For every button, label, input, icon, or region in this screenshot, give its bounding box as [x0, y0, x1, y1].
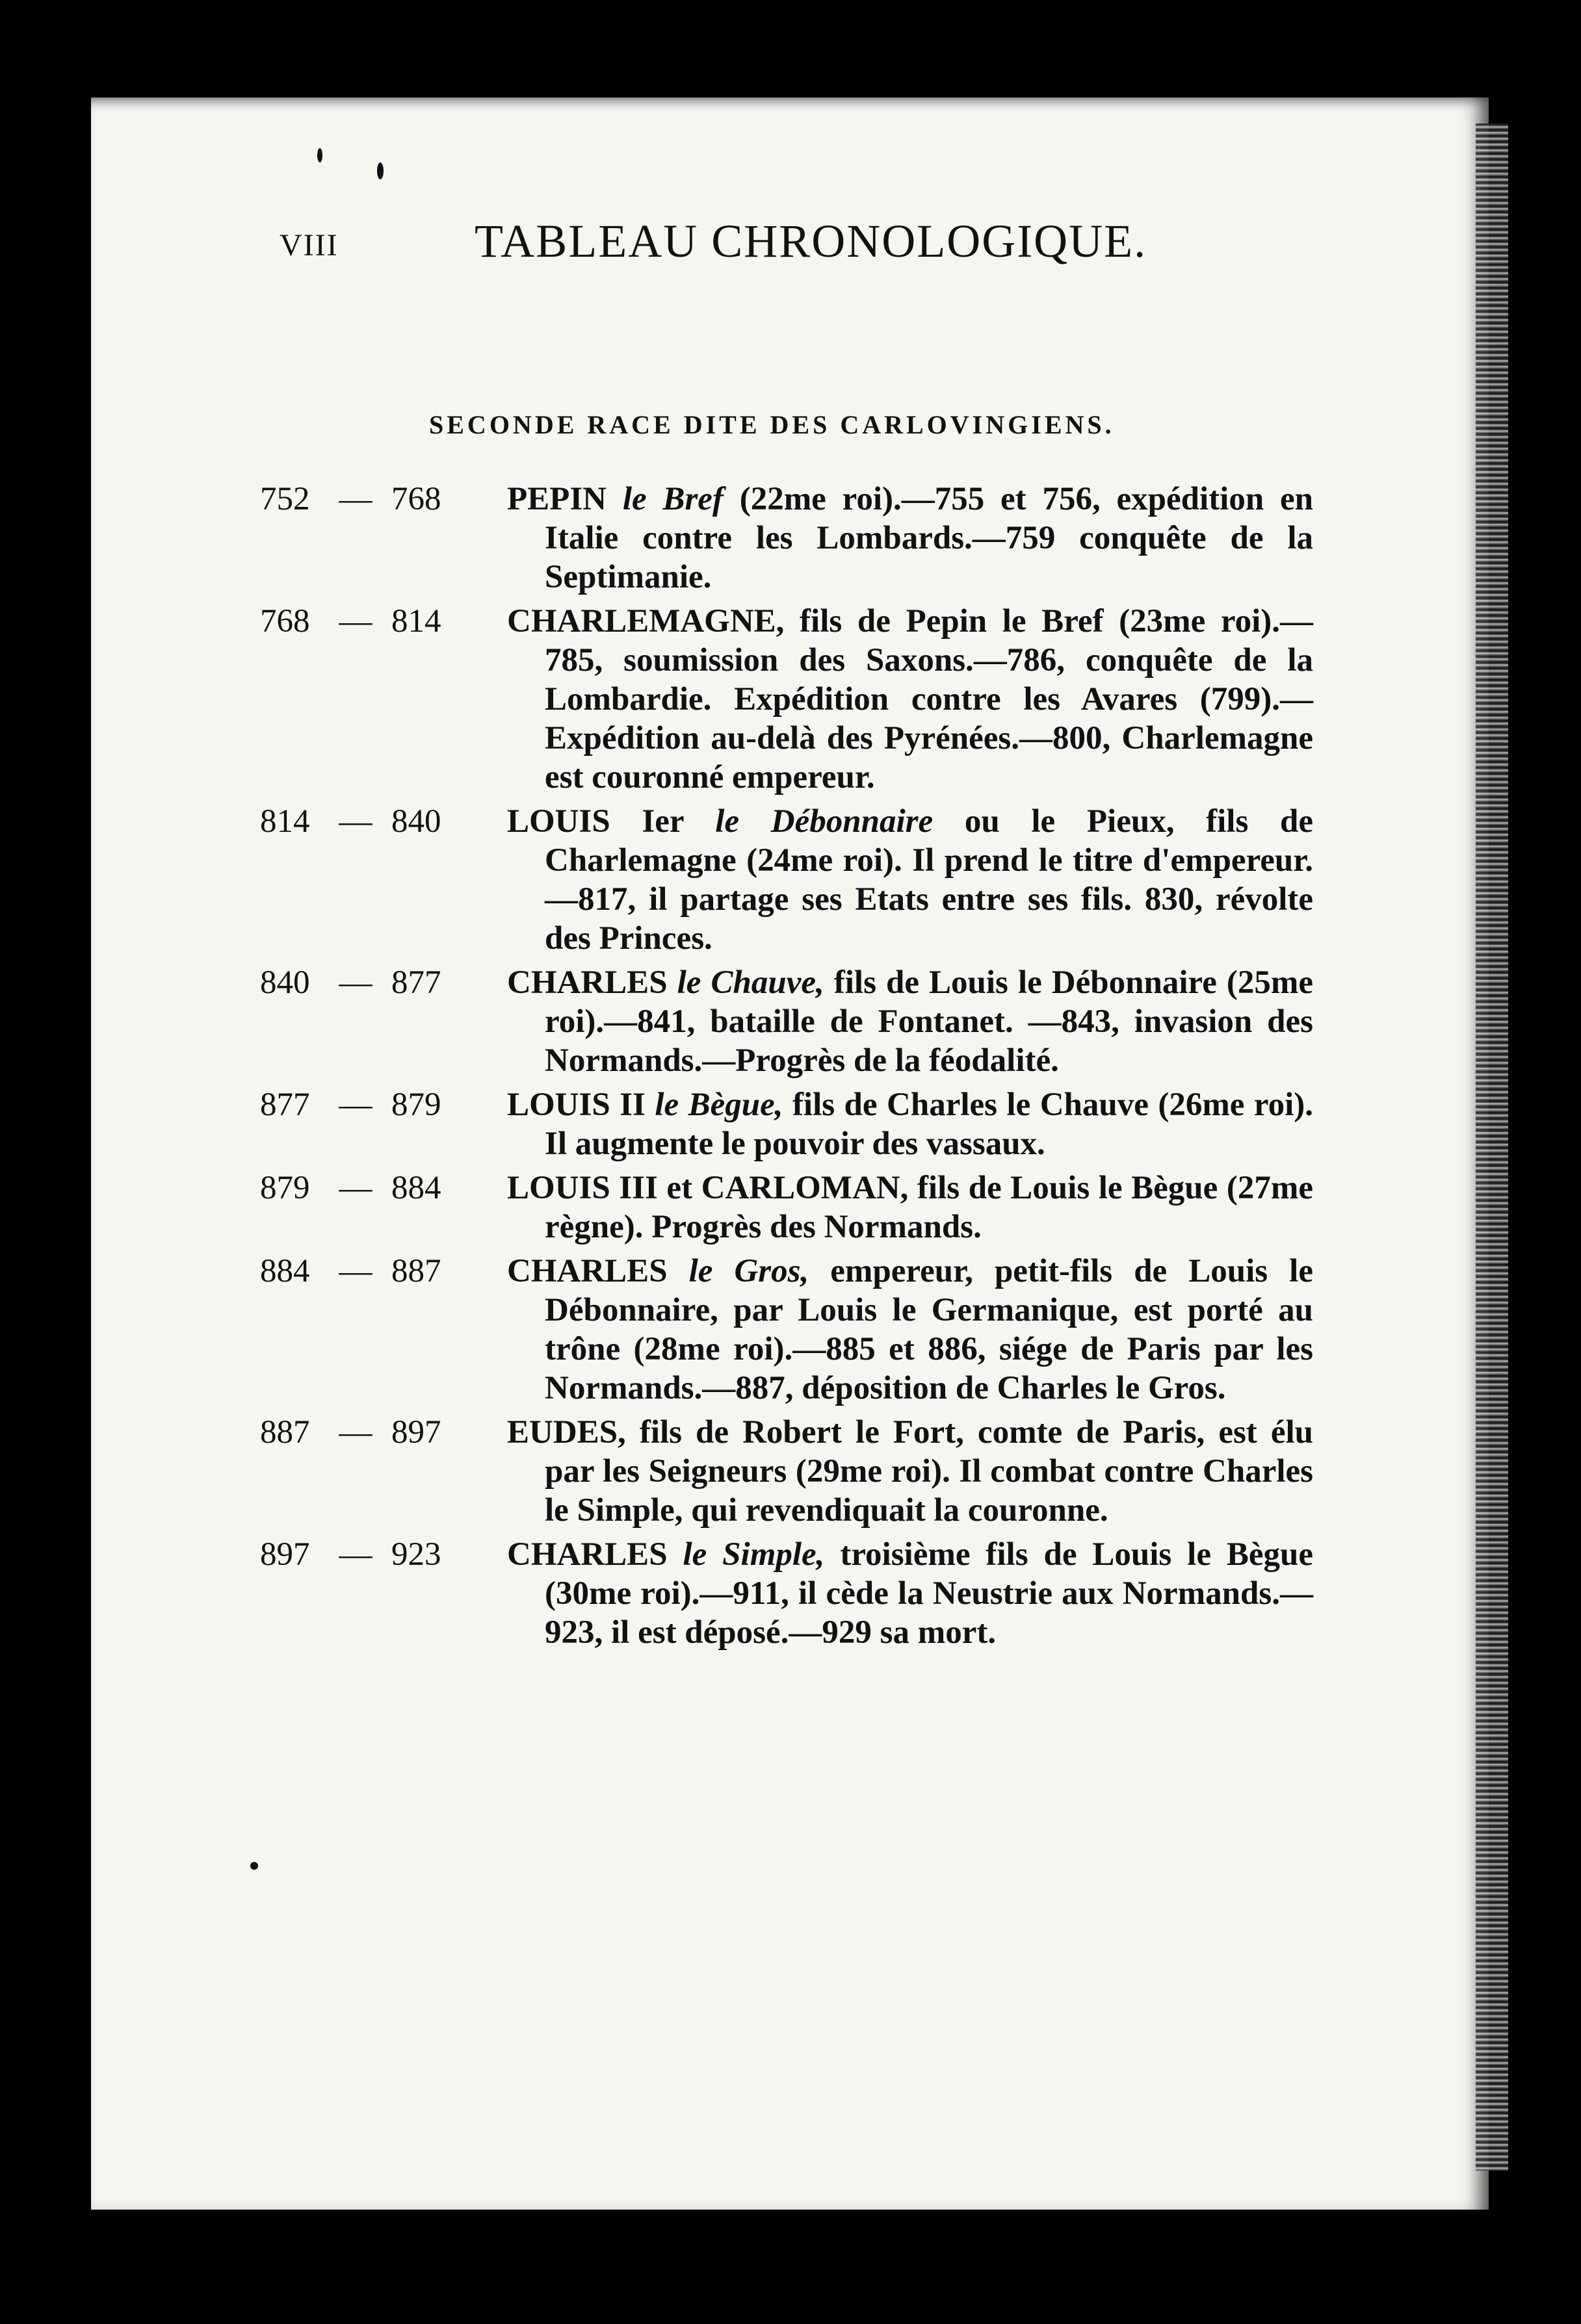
entry-text: [507, 1085, 1313, 1163]
start-year: 752: [260, 481, 310, 517]
ruler-name: LOUIS III et CARLOMAN,: [507, 1170, 917, 1206]
chronology-entry: [260, 963, 1313, 1080]
start-year: 877: [260, 1087, 310, 1123]
date-dash: —: [339, 1087, 372, 1123]
start-year: 814: [260, 803, 310, 840]
date-dash: —: [339, 1414, 372, 1451]
entry-dates: [260, 963, 507, 1080]
ruler-name: CHARLES: [507, 1253, 689, 1289]
ruler-name: LOUIS II: [507, 1087, 655, 1123]
end-year: 887: [391, 1253, 441, 1289]
ruler-name: LOUIS Ier: [507, 803, 716, 840]
chronology-entry: [260, 1168, 1313, 1246]
entry-text: [507, 602, 1313, 797]
page-number: VIII: [280, 228, 339, 263]
entry-description: fils de Louis le Débonnaire (25me roi).—841, bataille de Fontanet. —843, invasion des Normands.—Progrès de la féodalité.: [545, 964, 1314, 1079]
entry-description: empereur, petit-fils de Louis le Débonnaire, par Louis le Germanique, est porté au trône (28me roi).—885 et 886, siége de Paris par les Normands.—887, déposition de Charles le Gros.: [545, 1253, 1313, 1406]
start-year: 884: [260, 1253, 310, 1289]
entry-dates: [260, 1252, 507, 1408]
start-year: 897: [260, 1536, 310, 1573]
end-year: 879: [391, 1087, 441, 1123]
entry-text: [507, 1413, 1313, 1530]
chronology-entry: [260, 1535, 1313, 1652]
date-dash: —: [339, 1253, 372, 1289]
speck: [377, 162, 384, 179]
entry-text: [507, 1168, 1313, 1246]
entry-description: ou le Pieux, fils de Charlemagne (24me roi). Il prend le titre d'empereur.—817, il partage ses Etats entre ses fils. 830, révolte des Princes.: [545, 803, 1313, 957]
entry-text: [507, 1252, 1313, 1408]
entry-dates: [260, 1413, 507, 1530]
speck: [317, 148, 322, 162]
ruler-name: CHARLES: [507, 1536, 683, 1573]
speck: [250, 1862, 258, 1870]
entry-dates: [260, 602, 507, 797]
entry-text: [507, 963, 1313, 1080]
date-dash: —: [339, 603, 372, 639]
start-year: 879: [260, 1170, 310, 1206]
date-dash: —: [339, 1536, 372, 1573]
end-year: 768: [391, 481, 441, 517]
entry-dates: [260, 1168, 507, 1246]
chronology-entry: [260, 802, 1313, 958]
entry-text: [507, 802, 1313, 958]
running-title: TABLEAU CHRONOLOGIQUE.: [475, 215, 1147, 267]
page-edge-shadow: [1476, 123, 1508, 2171]
ruler-name: CHARLEMAGNE,: [507, 603, 800, 639]
entry-description: fils de Robert le Fort, comte de Paris, est élu par les Seigneurs (29me roi). Il combat contre Charles le Simple, qui revendiquait la couronne.: [545, 1414, 1313, 1529]
section-title: SECONDE RACE DITE DES CARLOVINGIENS.: [429, 410, 1115, 439]
ruler-epithet: le Gros,: [688, 1253, 831, 1289]
start-year: 887: [260, 1414, 310, 1451]
entry-dates: [260, 480, 507, 597]
ruler-epithet: le Chauve,: [677, 964, 834, 1001]
date-dash: —: [339, 803, 372, 840]
entry-description: fils de Charles le Chauve (26me roi). Il augmente le pouvoir des vassaux.: [545, 1087, 1314, 1162]
ruler-name: CHARLES: [507, 964, 677, 1001]
date-dash: —: [339, 1170, 372, 1206]
date-dash: —: [339, 481, 372, 517]
ruler-epithet: le Bègue,: [655, 1087, 792, 1123]
entry-text: [507, 1535, 1313, 1652]
chronology-entry: [260, 1085, 1313, 1163]
chronology-entry: [260, 480, 1313, 597]
end-year: 814: [391, 603, 441, 639]
end-year: 923: [391, 1536, 441, 1573]
entry-dates: [260, 1535, 507, 1652]
entry-text: [507, 480, 1313, 597]
date-dash: —: [339, 964, 372, 1001]
ruler-epithet: le Débonnaire: [715, 803, 965, 840]
end-year: 877: [391, 964, 441, 1001]
start-year: 768: [260, 603, 310, 639]
ruler-epithet: le Simple,: [683, 1536, 841, 1573]
entry-description: fils de Pepin le Bref (23me roi).—785, soumission des Saxons.—786, conquête de la Lombardie. Expédition contre les Avares (799).—Expédition au-delà des Pyrénées.—800, Charlemagne est couronné empereur.: [545, 603, 1313, 795]
entry-description: fils de Louis le Bègue (27me règne). Progrès des Normands.: [545, 1170, 1313, 1245]
end-year: 897: [391, 1414, 441, 1451]
end-year: 884: [391, 1170, 441, 1206]
entry-description: (22me roi).—755 et 756, expédition en Italie contre les Lombards.—759 conquête de la Septimanie.: [545, 481, 1314, 595]
page-header: [280, 214, 1417, 273]
end-year: 840: [391, 803, 441, 840]
ruler-epithet: le Bref: [622, 481, 740, 517]
entry-dates: [260, 1085, 507, 1163]
chronology-entry: [260, 602, 1313, 797]
start-year: 840: [260, 964, 310, 1001]
entry-dates: [260, 802, 507, 958]
entry-description: troisième fils de Louis le Bègue (30me roi).—911, il cède la Neustrie aux Normands.—923, il est déposé.—929 sa mort.: [545, 1536, 1314, 1651]
ruler-name: PEPIN: [507, 481, 623, 517]
chronology-entry: [260, 1252, 1313, 1408]
ruler-name: EUDES,: [507, 1414, 640, 1451]
chronology-list: [260, 480, 1313, 1657]
chronology-entry: [260, 1413, 1313, 1530]
